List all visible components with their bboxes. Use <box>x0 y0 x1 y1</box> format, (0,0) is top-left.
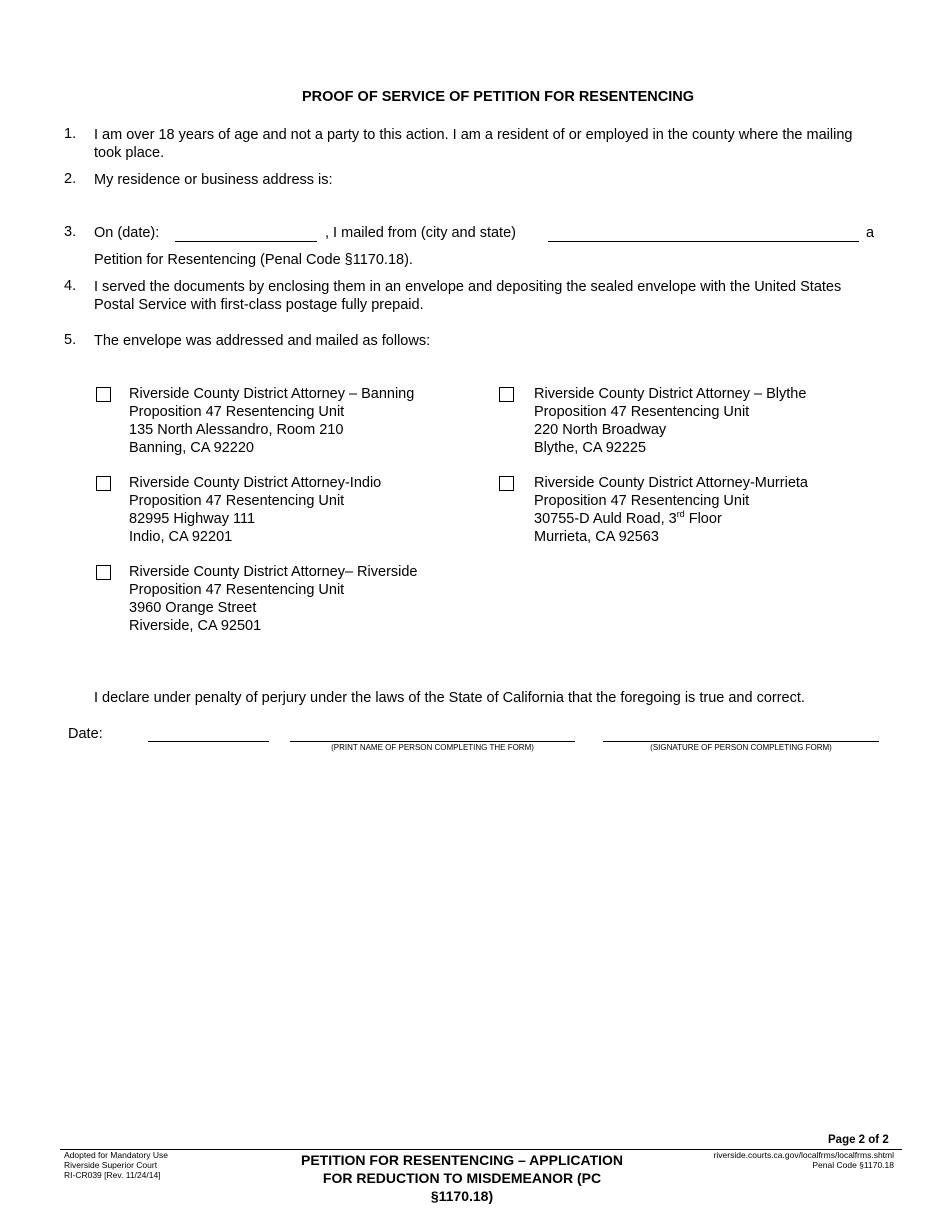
city-state-field[interactable] <box>548 241 859 242</box>
address-riverside: Riverside County District Attorney– Riverside Proposition 47 Resentencing Unit 3960 Orange Street Riverside, CA 92501 <box>129 564 418 634</box>
footer-form-title: PETITION FOR RESENTENCING – APPLICATION FOR REDUCTION TO MISDEMEANOR (PC §1170.18) <box>300 1152 624 1204</box>
item-2-text: My residence or business address is: <box>94 172 333 188</box>
address-blythe: Riverside County District Attorney – Blythe Proposition 47 Resentencing Unit 220 North Broadway Blythe, CA 92225 <box>534 386 807 456</box>
footer-right: riverside.courts.ca.gov/localfrms/localfrms.shtml Penal Code §1170.18 <box>713 1150 894 1170</box>
item-1-text: I am over 18 years of age and not a party to this action. I am a resident of or employed in the county where the mailing took place. <box>94 127 853 161</box>
checkbox-banning[interactable] <box>96 387 111 402</box>
print-name-caption: (PRINT NAME OF PERSON COMPLETING THE FORM) <box>331 743 534 752</box>
declaration-text: I declare under penalty of perjury under the laws of the State of California that the foregoing is true and correct. <box>94 690 805 706</box>
item-4-number: 4. <box>64 278 77 294</box>
signature-field[interactable] <box>603 741 879 742</box>
checkbox-indio[interactable] <box>96 476 111 491</box>
address-banning: Riverside County District Attorney – Banning Proposition 47 Resentencing Unit 135 North Alessandro, Room 210 Banning, CA 92220 <box>129 386 415 456</box>
item-3-number: 3. <box>64 224 77 240</box>
address-murrieta: Riverside County District Attorney-Murrieta Proposition 47 Resentencing Unit 30755-D Auld Road, 3rd Floor Murrieta, CA 92563 <box>534 475 808 545</box>
checkbox-murrieta[interactable] <box>499 476 514 491</box>
item-3-a-text: a <box>866 225 875 241</box>
footer-left: Adopted for Mandatory Use Riverside Superior Court RI-CR039 [Rev. 11/24/14] <box>64 1150 168 1180</box>
form-title: PROOF OF SERVICE OF PETITION FOR RESENTENCING <box>301 89 695 105</box>
signature-date-field[interactable] <box>148 741 269 742</box>
print-name-field[interactable] <box>290 741 575 742</box>
date-mailed-field[interactable] <box>175 241 317 242</box>
mailed-from-label: , I mailed from (city and state) <box>325 225 516 241</box>
checkbox-riverside[interactable] <box>96 565 111 580</box>
item-2-number: 2. <box>64 171 77 187</box>
checkbox-blythe[interactable] <box>499 387 514 402</box>
signature-caption: (SIGNATURE OF PERSON COMPLETING FORM) <box>650 743 832 752</box>
on-date-label: On (date): <box>94 225 160 241</box>
item-5-number: 5. <box>64 332 77 348</box>
date-label: Date: <box>68 726 103 742</box>
item-1-number: 1. <box>64 126 77 142</box>
item-4-text: I served the documents by enclosing them in an envelope and depositing the sealed envelope with the United States Postal Service with first-class postage fully prepaid. <box>94 279 842 313</box>
item-5-text: The envelope was addressed and mailed as follows: <box>94 333 431 349</box>
address-indio: Riverside County District Attorney-Indio Proposition 47 Resentencing Unit 82995 Highway 111 Indio, CA 92201 <box>129 475 382 545</box>
page-number: Page 2 of 2 <box>828 1134 889 1146</box>
item-3-continuation: Petition for Resentencing (Penal Code §1170.18). <box>94 252 413 268</box>
